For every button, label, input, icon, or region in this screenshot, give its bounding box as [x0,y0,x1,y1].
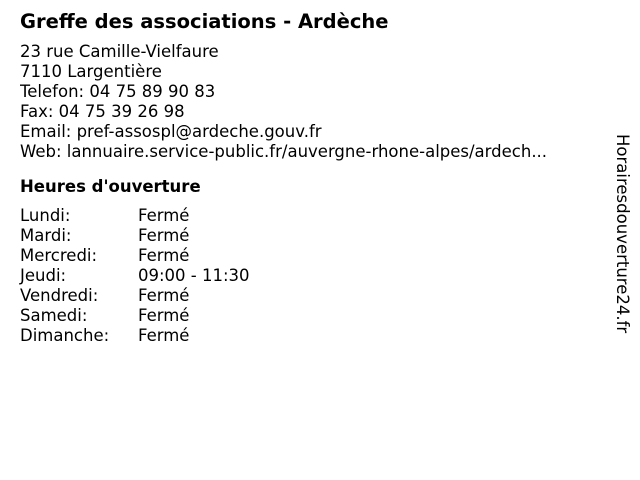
day-label: Mardi: [20,226,72,245]
business-title: Greffe des associations - Ardèche [20,10,389,33]
day-label: Jeudi: [20,266,67,285]
day-hours: 09:00 - 11:30 [138,266,250,285]
hours-row-thursday [20,266,610,286]
hours-row-tuesday [20,226,610,246]
phone-line[interactable]: Telefon: 04 75 89 90 83 [20,82,216,101]
day-hours: Fermé [138,306,190,325]
day-label: Vendredi: [20,286,99,305]
day-hours: Fermé [138,226,190,245]
business-card [20,8,610,346]
hours-row-friday [20,286,610,306]
day-label: Dimanche: [20,326,110,345]
day-hours: Fermé [138,246,190,265]
hours-heading: Heures d'ouverture [20,177,201,196]
hours-row-wednesday [20,246,610,266]
email-line[interactable]: Email: pref-assospl@ardeche.gouv.fr [20,122,322,141]
hours-row-monday [20,206,610,226]
address-street: 23 rue Camille-Vielfaure [20,42,219,61]
day-hours: Fermé [138,286,190,305]
day-label: Mercredi: [20,246,98,265]
day-hours: Fermé [138,326,190,345]
day-label: Lundi: [20,206,71,225]
fax-line: Fax: 04 75 39 26 98 [20,102,185,121]
brand-watermark: Horairesdouverture24.fr [613,134,632,334]
hours-row-sunday [20,326,610,346]
hours-table [20,206,610,346]
web-line[interactable]: Web: lannuaire.service-public.fr/auvergne-rhone-alpes/ardech... [20,142,548,161]
day-hours: Fermé [138,206,190,225]
address-city: 7110 Largentière [20,62,162,81]
day-label: Samedi: [20,306,88,325]
hours-row-saturday [20,306,610,326]
contact-block [20,42,610,162]
